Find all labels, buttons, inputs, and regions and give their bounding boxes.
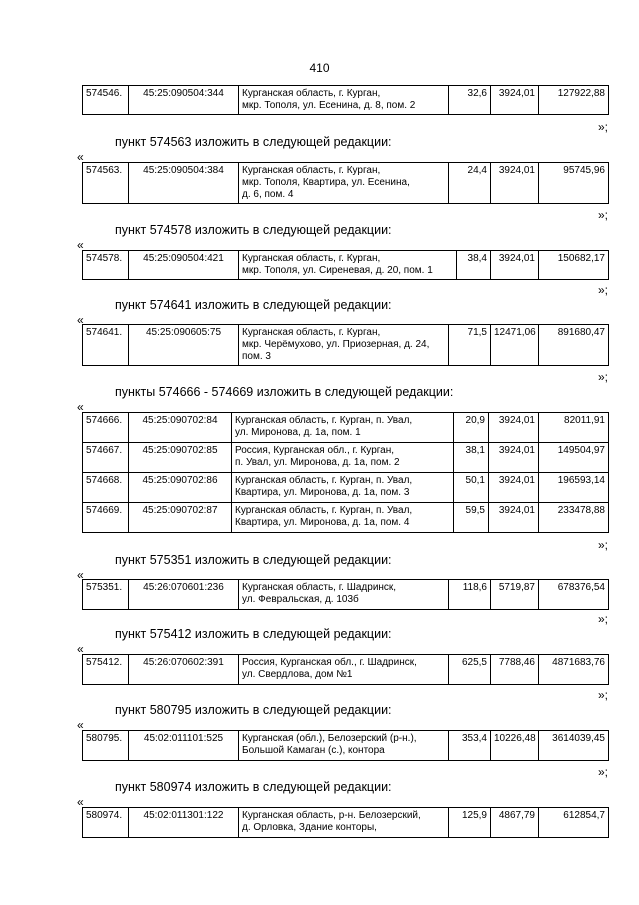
closing-quote: »; [597, 120, 608, 134]
address-line: пом. 3 [242, 351, 271, 362]
row-number-cell: 574666. [83, 413, 129, 443]
area-cell: 71,5 [449, 325, 491, 366]
amount-cell: 612854,7 [539, 808, 609, 838]
address-line: мкр. Тополя, ул. Сиреневая, д. 20, пом. 1 [242, 265, 433, 276]
row-number-cell: 574641. [83, 325, 129, 366]
record-table [82, 807, 609, 838]
opening-quote: « [77, 150, 84, 164]
area-cell: 38,1 [454, 443, 489, 473]
record-table [82, 85, 609, 115]
cadastral-number-cell: 45:02:011301:122 [129, 808, 239, 838]
amount-cell: 196593,14 [539, 473, 609, 503]
address-line: ул. Февральская, д. 103б [242, 594, 359, 605]
address-cell [239, 325, 449, 366]
record-table [82, 412, 609, 533]
address-cell [239, 808, 449, 838]
cadastral-number-cell: 45:02:011101:525 [129, 731, 239, 761]
table-row [83, 86, 609, 115]
address-line: Курганская область, г. Шадринск, [242, 582, 397, 593]
area-cell: 118,6 [449, 580, 491, 610]
address-cell [239, 86, 449, 115]
row-number-cell: 574563. [83, 163, 129, 204]
address-cell [239, 731, 449, 761]
row-number-cell: 574578. [83, 251, 129, 280]
amount-cell: 891680,47 [539, 325, 609, 366]
cadastral-number-cell: 45:25:090504:421 [129, 251, 239, 280]
amendment-instruction: пункт 580795 изложить в следующей редакции: [115, 703, 392, 717]
amendment-instruction: пункт 575351 изложить в следующей редакции: [115, 553, 392, 567]
area-cell: 20,9 [454, 413, 489, 443]
rate-cell: 10226,48 [491, 731, 539, 761]
closing-quote: »; [597, 688, 608, 702]
rate-cell: 12471,06 [491, 325, 539, 366]
amount-cell: 150682,17 [539, 251, 609, 280]
closing-quote: »; [597, 208, 608, 222]
table-row [83, 655, 609, 685]
address-cell [232, 443, 454, 473]
row-number-cell: 574669. [83, 503, 129, 533]
area-cell: 50,1 [454, 473, 489, 503]
address-line: Курганская (обл.), Белозерский (р-н.), [242, 733, 417, 744]
opening-quote: « [77, 568, 84, 582]
rate-cell: 3924,01 [489, 473, 539, 503]
closing-quote: »; [597, 370, 608, 384]
table-row [83, 443, 609, 473]
address-line: мкр. Тополя, Квартира, ул. Есенина, [242, 177, 410, 188]
cadastral-number-cell: 45:26:070601:236 [129, 580, 239, 610]
rate-cell: 7788,46 [491, 655, 539, 685]
address-line: Курганская область, г. Курган, п. Увал, [235, 475, 413, 486]
address-line: ул. Миронова, д. 1а, пом. 1 [235, 427, 361, 438]
opening-quote: « [77, 238, 84, 252]
address-line: ул. Свердлова, дом №1 [242, 669, 353, 680]
address-cell [239, 655, 449, 685]
opening-quote: « [77, 795, 84, 809]
record-table [82, 730, 609, 761]
closing-quote: »; [597, 612, 608, 626]
area-cell: 24,4 [449, 163, 491, 204]
rate-cell: 3924,01 [491, 86, 539, 115]
closing-quote: »; [597, 765, 608, 779]
row-number-cell: 574668. [83, 473, 129, 503]
record-table [82, 579, 609, 610]
rate-cell: 5719,87 [491, 580, 539, 610]
area-cell: 38,4 [457, 251, 491, 280]
cadastral-number-cell: 45:25:090702:85 [129, 443, 232, 473]
record-table [82, 250, 609, 280]
row-number-cell: 575351. [83, 580, 129, 610]
table-row [83, 163, 609, 204]
amendment-instruction: пункт 574578 изложить в следующей редакции: [115, 223, 392, 237]
record-table [82, 162, 609, 204]
amount-cell: 4871683,76 [539, 655, 609, 685]
area-cell: 125,9 [449, 808, 491, 838]
amount-cell: 149504,97 [539, 443, 609, 473]
table-row [83, 473, 609, 503]
closing-quote: »; [597, 538, 608, 552]
rate-cell: 3924,01 [489, 443, 539, 473]
area-cell: 353,4 [449, 731, 491, 761]
cadastral-number-cell: 45:25:090605:75 [129, 325, 239, 366]
address-line: д. Орловка, Здание конторы, [242, 822, 377, 833]
amendment-instruction: пункты 574666 - 574669 изложить в следующей редакции: [115, 385, 454, 399]
address-line: д. 6, пом. 4 [242, 189, 294, 200]
address-line: Россия, Курганская обл., г. Шадринск, [242, 657, 417, 668]
rate-cell: 4867,79 [491, 808, 539, 838]
address-cell [232, 413, 454, 443]
amount-cell: 82011,91 [539, 413, 609, 443]
address-line: Квартира, ул. Миронова, д. 1а, пом. 4 [235, 517, 410, 528]
address-cell [239, 251, 457, 280]
area-cell: 59,5 [454, 503, 489, 533]
amendment-instruction: пункт 574563 изложить в следующей редакции: [115, 135, 392, 149]
table-row [83, 503, 609, 533]
rate-cell: 3924,01 [491, 251, 539, 280]
page-number: 410 [309, 61, 330, 75]
closing-quote: »; [597, 283, 608, 297]
address-line: Курганская область, г. Курган, [242, 327, 381, 338]
area-cell: 625,5 [449, 655, 491, 685]
cadastral-number-cell: 45:25:090702:86 [129, 473, 232, 503]
address-line: Курганская область, г. Курган, [242, 88, 381, 99]
opening-quote: « [77, 400, 84, 414]
cadastral-number-cell: 45:26:070602:391 [129, 655, 239, 685]
amount-cell: 678376,54 [539, 580, 609, 610]
row-number-cell: 574546. [83, 86, 129, 115]
address-line: Россия, Курганская обл., г. Курган, [235, 445, 395, 456]
opening-quote: « [77, 642, 84, 656]
address-line: Большой Камаган (с.), контора [242, 745, 385, 756]
row-number-cell: 574667. [83, 443, 129, 473]
address-line: Квартира, ул. Миронова, д. 1а, пом. 3 [235, 487, 410, 498]
address-line: мкр. Тополя, ул. Есенина, д. 8, пом. 2 [242, 100, 416, 111]
opening-quote: « [77, 313, 84, 327]
cadastral-number-cell: 45:25:090504:344 [129, 86, 239, 115]
rate-cell: 3924,01 [491, 163, 539, 204]
row-number-cell: 580974. [83, 808, 129, 838]
amount-cell: 127922,88 [539, 86, 609, 115]
address-cell [239, 580, 449, 610]
address-line: Курганская область, г. Курган, п. Увал, [235, 415, 413, 426]
amount-cell: 3614039,45 [539, 731, 609, 761]
address-cell [232, 473, 454, 503]
table-row [83, 325, 609, 366]
area-cell: 32,6 [449, 86, 491, 115]
cadastral-number-cell: 45:25:090702:87 [129, 503, 232, 533]
amendment-instruction: пункт 580974 изложить в следующей редакции: [115, 780, 392, 794]
opening-quote: « [77, 718, 84, 732]
row-number-cell: 580795. [83, 731, 129, 761]
amount-cell: 95745,96 [539, 163, 609, 204]
table-row [83, 413, 609, 443]
address-line: Курганская область, г. Курган, [242, 253, 381, 264]
address-cell [232, 503, 454, 533]
address-cell [239, 163, 449, 204]
address-line: Курганская область, р-н. Белозерский, [242, 810, 421, 821]
cadastral-number-cell: 45:25:090504:384 [129, 163, 239, 204]
cadastral-number-cell: 45:25:090702:84 [129, 413, 232, 443]
rate-cell: 3924,01 [489, 413, 539, 443]
record-table [82, 324, 609, 366]
record-table [82, 654, 609, 685]
address-line: Курганская область, г. Курган, п. Увал, [235, 505, 413, 516]
amendment-instruction: пункт 574641 изложить в следующей редакции: [115, 298, 392, 312]
table-row [83, 580, 609, 610]
amendment-instruction: пункт 575412 изложить в следующей редакции: [115, 627, 392, 641]
table-row [83, 251, 609, 280]
amount-cell: 233478,88 [539, 503, 609, 533]
address-line: мкр. Черёмухово, ул. Приозерная, д. 24, [242, 339, 430, 350]
table-row [83, 731, 609, 761]
address-line: Курганская область, г. Курган, [242, 165, 381, 176]
address-line: п. Увал, ул. Миронова, д. 1а, пом. 2 [235, 457, 400, 468]
rate-cell: 3924,01 [489, 503, 539, 533]
row-number-cell: 575412. [83, 655, 129, 685]
table-row [83, 808, 609, 838]
